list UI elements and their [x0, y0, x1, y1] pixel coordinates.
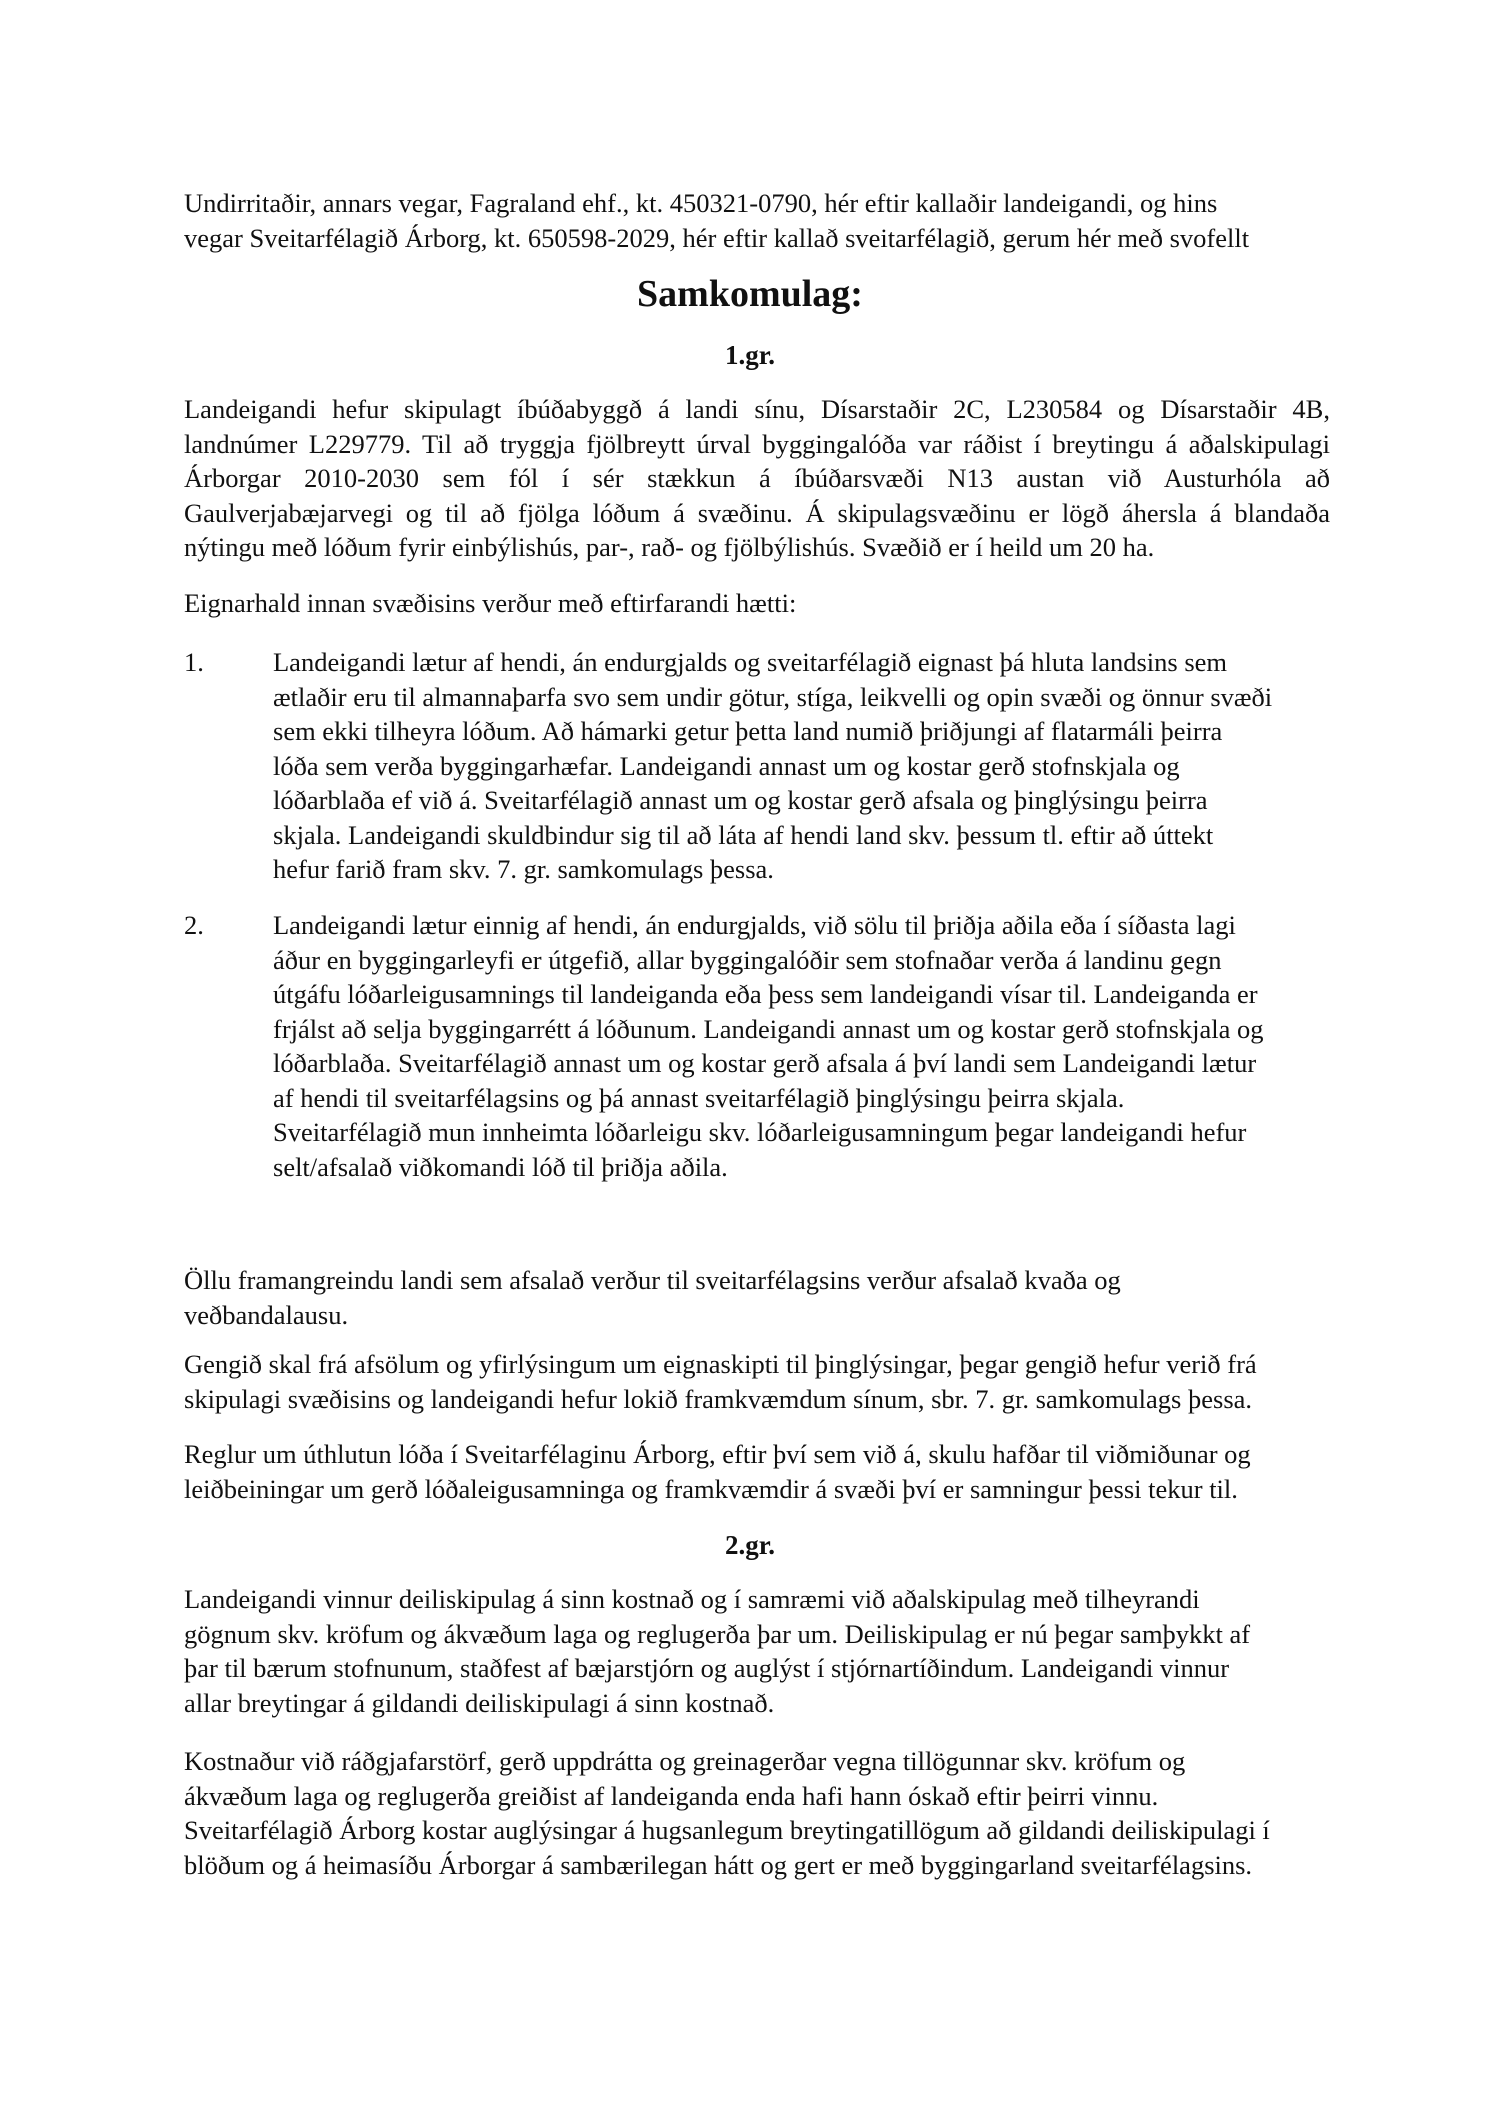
text-line: skjala. Landeigandi skuldbindur sig til að láta af hendi land skv. þessum tl. eftir að úttekt — [273, 819, 1214, 850]
text-line: af hendi til sveitarfélagsins og þá annast sveitarfélagið þinglýsingu þeirra skjala. — [273, 1082, 1125, 1113]
text-line: vegar Sveitarfélagið Árborg, kt. 650598-2029, hér eftir kallað sveitarfélagið, gerum hér með svofellt — [184, 222, 1250, 253]
text-line: Gaulverjabæjarvegi og til að fjölga lóðum á svæðinu. Á skipulagsvæðinu er lögð áhersla á blandaða — [184, 497, 1330, 528]
text-line: lóða sem verða byggingarhæfar. Landeigandi annast um og kostar gerð stofnskjala og — [273, 750, 1180, 781]
section-heading-1: 1.gr. — [724, 340, 775, 370]
section2-paragraph-1 — [184, 1582, 1330, 1720]
text-line: Reglur um úthlutun lóða í Sveitarfélaginu Árborg, eftir því sem við á, skulu hafðar til viðmiðunar og — [184, 1439, 1251, 1469]
text-line: ætlaðir eru til almannaþarfa svo sem undir götur, stíga, leikvelli og opin svæði og önnur svæði — [273, 681, 1273, 712]
text-line: hefur farið fram skv. 7. gr. samkomulags þessa. — [273, 854, 774, 884]
text-line: skipulagi svæðisins og landeigandi hefur lokið framkvæmdum sínum, sbr. 7. gr. samkomulags þessa. — [184, 1383, 1253, 1414]
text-line: Sveitarfélagið Árborg kostar auglýsingar á hugsanlegum breytingatillögum að gildandi deiliskipulagi í — [184, 1815, 1270, 1845]
text-line: Sveitarfélagið mun innheimta lóðarleigu skv. lóðarleigusamningum þegar landeigandi hefur — [273, 1117, 1247, 1147]
text-line: sem ekki tilheyra lóðum. Að hámarki getur þetta land numið þriðjungi af flatarmáli þeirra — [273, 716, 1223, 746]
text-line: áður en byggingarleyfi er útgefið, allar byggingalóðir sem stofnaðar verða á landinu gegn — [273, 944, 1222, 975]
text-line: lóðarblaða ef við á. Sveitarfélagið annast um og kostar gerð afsala og þinglýsingu þeirra — [273, 785, 1208, 815]
list-item-text — [273, 908, 1330, 1184]
text-line: Landeigandi lætur af hendi, án endurgjalds og sveitarfélagið eignast þá hluta landsins sem — [273, 647, 1227, 677]
text-line: Landeigandi vinnur deiliskipulag á sinn kostnað og í samræmi við aðalskipulag með tilheyrandi — [184, 1584, 1200, 1614]
text-line: Landeigandi lætur einnig af hendi, án endurgjalds, við sölu til þriðja aðila eða í síðasta lagi — [273, 910, 1236, 940]
text-line: Kostnaður við ráðgjafarstörf, gerð uppdrátta og greinagerðar vegna tillögunnar skv. kröfum og — [184, 1746, 1186, 1776]
text-line: ákvæðum laga og reglugerða greiðist af landeiganda enda hafi hann óskað eftir þeirri vinnu. — [184, 1780, 1159, 1811]
section1-paragraph-3 — [184, 1263, 1330, 1332]
text-line: gögnum skv. kröfum og ákvæðum laga og reglugerða þar um. Deiliskipulag er nú þegar samþykkt af — [184, 1618, 1251, 1649]
list-item-text — [273, 645, 1330, 887]
section-heading-2: 2.gr. — [724, 1530, 775, 1560]
text-line: Eignarhald innan svæðisins verður með eftirfarandi hætti: — [184, 588, 797, 618]
text-line: selt/afsalað viðkomandi lóð til þriðja aðila. — [273, 1151, 728, 1182]
section1-paragraph-1 — [184, 392, 1330, 565]
list-item-1 — [184, 645, 1330, 887]
text-line: landnúmer L229779. Til að tryggja fjölbreytt úrval byggingalóða var ráðist í breytingu á aðalskipulagi — [184, 428, 1330, 459]
text-line: þar til bærum stofnunum, staðfest af bæjarstjórn og auglýst í stjórnartíðindum. Landeigandi vinnur — [184, 1653, 1230, 1683]
text-line: allar breytingar á gildandi deiliskipulagi á sinn kostnað. — [184, 1687, 775, 1718]
text-line: lóðarblaða. Sveitarfélagið annast um og kostar gerð afsala á því landi sem Landeigandi lætur — [273, 1048, 1257, 1078]
list-item-2 — [184, 908, 1330, 1184]
section1-paragraph-4 — [184, 1347, 1330, 1416]
text-line: frjálst að selja byggingarrétt á lóðunum. Landeigandi annast um og kostar gerð stofnskjala og — [273, 1013, 1264, 1044]
text-line: leiðbeiningar um gerð lóðaleigusamninga og framkvæmdir á svæði því er samningur þessi tekur til. — [184, 1473, 1238, 1504]
text-line: Gengið skal frá afsölum og yfirlýsingum um eignaskipti til þinglýsingar, þegar gengið hefur verið frá — [184, 1349, 1257, 1379]
section1-paragraph-2 — [184, 586, 1330, 621]
text-line: Öllu framangreindu landi sem afsalað verður til sveitarfélagsins verður afsalað kvaða og — [184, 1265, 1121, 1295]
list-item-number: 1. — [184, 647, 204, 677]
text-line: Landeigandi hefur skipulagt íbúðabyggð á landi sínu, Dísarstaðir 2C, L230584 og Dísarstaðir 4B, — [184, 394, 1330, 424]
text-line: blöðum og á heimasíðu Árborgar á sambærilegan hátt og gert er með byggingarland sveitarfélagsins. — [184, 1849, 1253, 1880]
text-line: veðbandalausu. — [184, 1299, 349, 1330]
section1-paragraph-5 — [184, 1437, 1330, 1506]
text-line: útgáfu lóðarleigusamnings til landeiganda eða þess sem landeigandi vísar til. Landeiganda er — [273, 979, 1258, 1009]
document-title: Samkomulag: — [637, 273, 863, 315]
text-line: Árborgar 2010-2030 sem fól í sér stækkun á íbúðarsvæði N13 austan við Austurhóla að — [184, 463, 1330, 493]
section2-paragraph-2 — [184, 1744, 1330, 1882]
text-line: Undirritaðir, annars vegar, Fagraland ehf., kt. 450321-0790, hér eftir kallaðir landeigandi, og hins — [184, 188, 1218, 218]
list-item-number: 2. — [184, 910, 204, 940]
text-line: nýtingu með lóðum fyrir einbýlishús, par-, rað- og fjölbýlishús. Svæðið er í heild um 20 ha. — [184, 532, 1155, 562]
intro-paragraph — [184, 186, 1330, 255]
